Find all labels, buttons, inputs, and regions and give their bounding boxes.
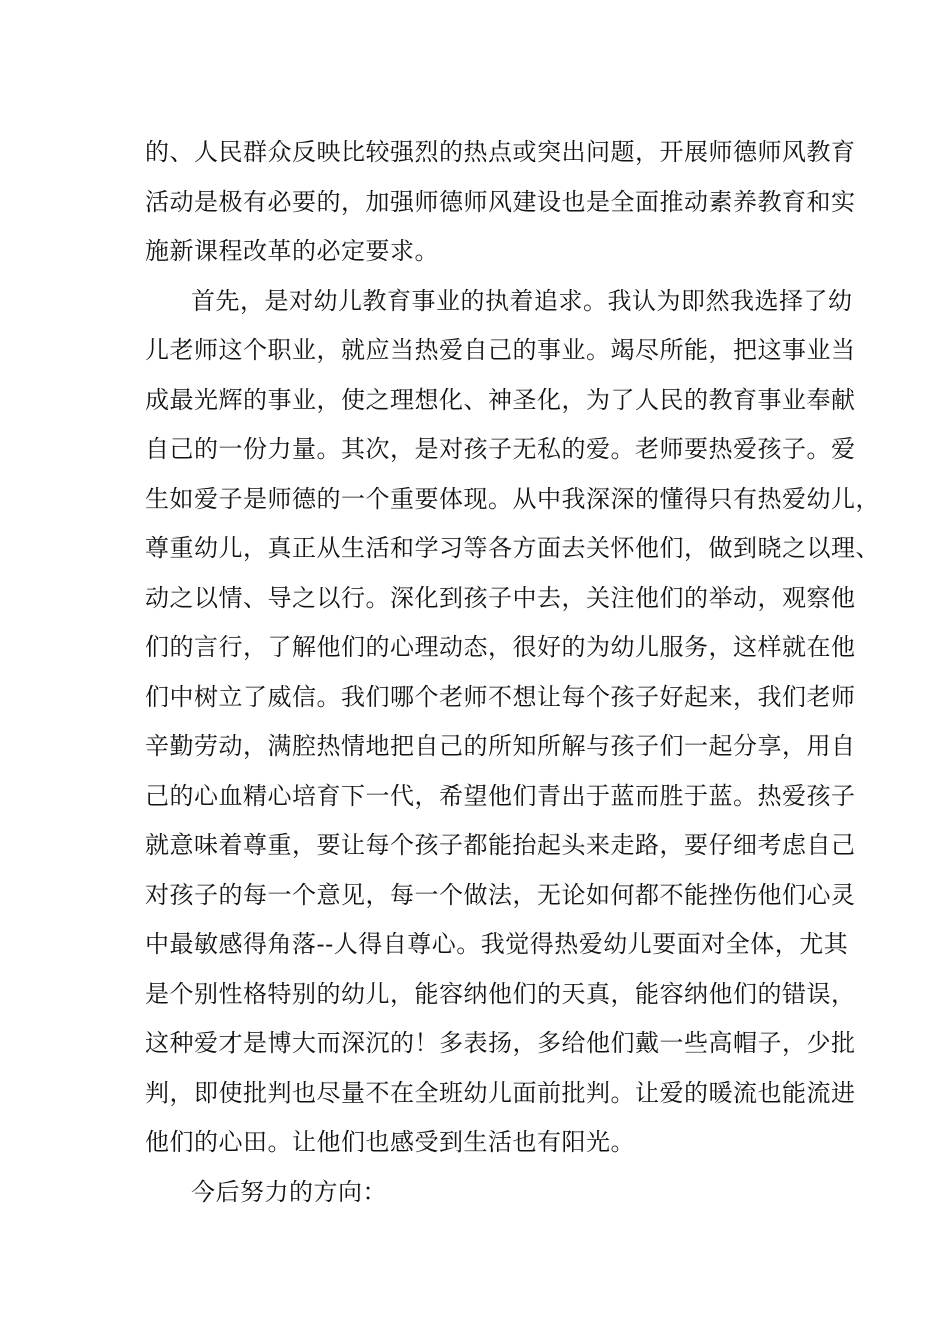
text-line: 们中树立了威信。我们哪个老师不想让每个孩子好起来，我们老师 xyxy=(145,682,856,711)
section-heading-line: 今后努力的方向： xyxy=(191,1177,387,1206)
text-line: 判，即使批判也尽量不在全班幼儿面前批判。让爱的暖流也能流进 xyxy=(145,1078,856,1107)
body-text xyxy=(145,128,880,1217)
text-line: 动之以情、导之以行。深化到孩子中去，关注他们的举动，观察他 xyxy=(145,583,856,612)
text-line: 中最敏感得角落--人得自尊心。我觉得热爱幼儿要面对全体，尤其 xyxy=(145,930,849,958)
text-line: 活动是极有必要的，加强师德师风建设也是全面推动素养教育和实 xyxy=(145,187,856,216)
text-line: 生如爱子是师德的一个重要体现。从中我深深的懂得只有热爱幼儿， xyxy=(145,484,880,513)
text-line: 这种爱才是博大而深沉的！多表扬，多给他们戴一些高帽子，少批 xyxy=(145,1029,856,1057)
paragraph-first-line: 首先，是对幼儿教育事业的执着追求。我认为即然我选择了幼 xyxy=(191,286,853,315)
text-line: 儿老师这个职业，就应当热爱自己的事业。竭尽所能，把这事业当 xyxy=(145,336,856,364)
text-line: 成最光辉的事业，使之理想化、神圣化，为了人民的教育事业奉献 xyxy=(145,385,856,414)
text-line: 对孩子的每一个意见，每一个做法，无论如何都不能挫伤他们心灵 xyxy=(145,880,856,909)
text-line: 就意味着尊重，要让每个孩子都能抬起头来走路，要仔细考虑自己 xyxy=(145,831,856,859)
text-line: 的、人民群众反映比较强烈的热点或突出问题，开展师德师风教育 xyxy=(145,138,856,166)
text-line: 们的言行，了解他们的心理动态，很好的为幼儿服务，这样就在他 xyxy=(145,633,856,661)
text-line: 尊重幼儿，真正从生活和学习等各方面去关怀他们，做到晓之以理、 xyxy=(145,534,880,562)
text-line: 自己的一份力量。其次，是对孩子无私的爱。老师要热爱孩子。爱 xyxy=(145,435,856,463)
text-line: 施新课程改革的必定要求。 xyxy=(145,237,439,265)
text-line: 辛勤劳动，满腔热情地把自己的所知所解与孩子们一起分享，用自 xyxy=(145,732,856,760)
text-line: 己的心血精心培育下一代，希望他们青出于蓝而胜于蓝。热爱孩子 xyxy=(145,781,856,810)
text-line: 他们的心田。让他们也感受到生活也有阳光。 xyxy=(145,1128,635,1156)
text-line: 是个别性格特别的幼儿，能容纳他们的天真，能容纳他们的错误， xyxy=(145,979,856,1008)
